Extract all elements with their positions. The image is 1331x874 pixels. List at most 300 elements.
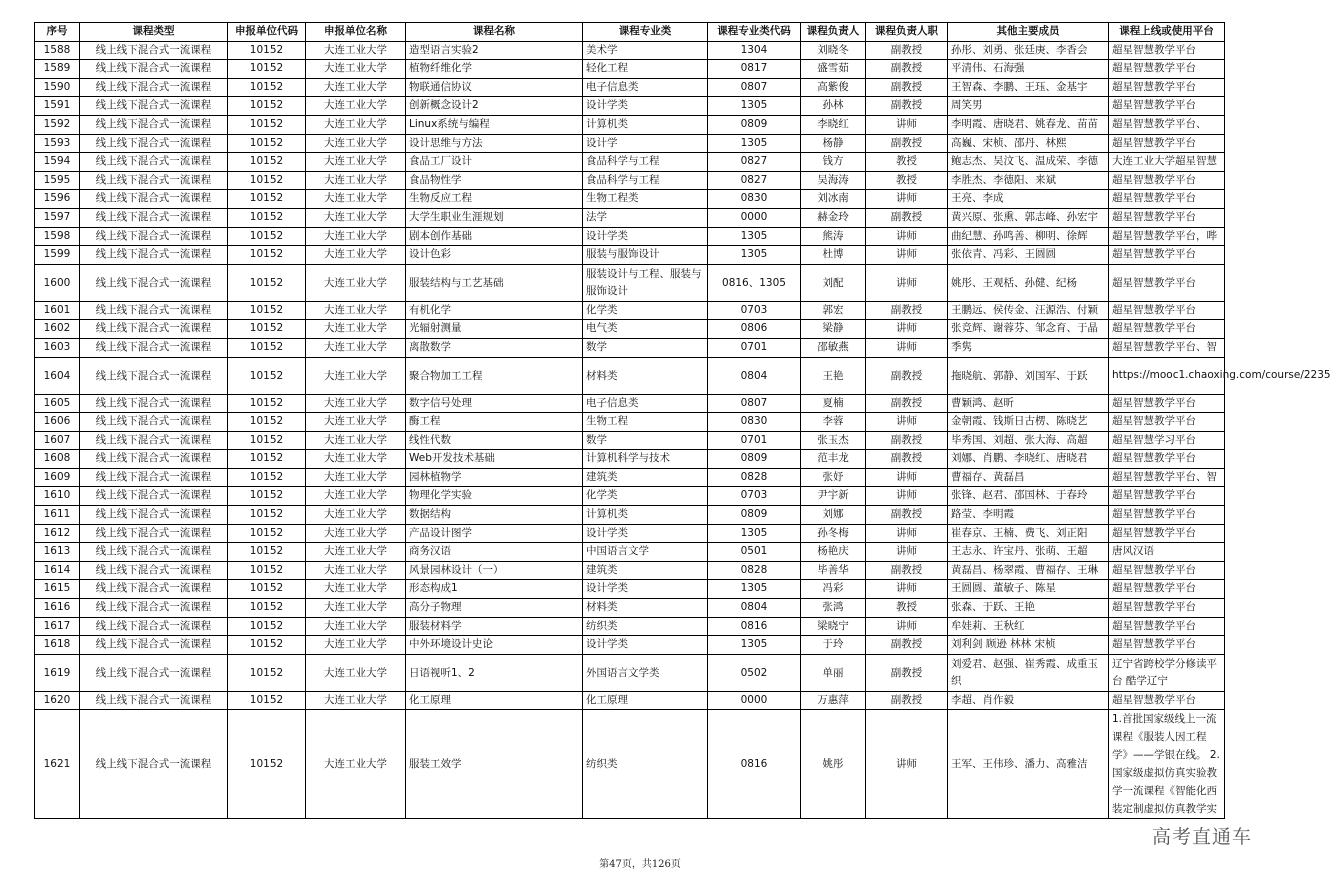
code-cell: 10152 <box>228 134 306 153</box>
table-row <box>35 543 1225 562</box>
type-cell: 线上线下混合式一流课程 <box>80 413 228 432</box>
leader-cell: 李蓉 <box>801 413 866 432</box>
members-cell: 毕秀国、刘超、张大海、高超 <box>948 431 1109 450</box>
type-cell: 线上线下混合式一流课程 <box>80 227 228 246</box>
platform-cell: 大连工业大学超星智慧 <box>1109 153 1225 172</box>
table-row <box>35 227 1225 246</box>
page-footer: 第47页，共126页 <box>599 859 681 870</box>
code-cell: 10152 <box>228 580 306 599</box>
major-code-cell: 0827 <box>708 171 801 190</box>
course-name-cell: 商务汉语 <box>406 543 583 562</box>
major-code-cell: 0827 <box>708 153 801 172</box>
seq-cell: 1588 <box>35 41 80 60</box>
leader-cell: 毕善华 <box>801 561 866 580</box>
major-code-cell: 0809 <box>708 450 801 469</box>
code-cell: 10152 <box>228 357 306 394</box>
type-cell: 线上线下混合式一流课程 <box>80 115 228 134</box>
table-row <box>35 654 1225 691</box>
seq-cell: 1596 <box>35 190 80 209</box>
course-name-cell: 离散数学 <box>406 338 583 357</box>
members-cell: 李明霞、唐晓君、姚春龙、苗苗 <box>948 115 1109 134</box>
seq-cell: 1620 <box>35 691 80 710</box>
table-row <box>35 153 1225 172</box>
course-name-cell: 生物反应工程 <box>406 190 583 209</box>
leader-cell: 张玉杰 <box>801 431 866 450</box>
platform-cell: 超星智慧教学平台 <box>1109 487 1225 506</box>
school-cell: 大连工业大学 <box>306 599 406 618</box>
platform-cell: 超星智慧教学平台、 <box>1109 115 1225 134</box>
school-cell: 大连工业大学 <box>306 190 406 209</box>
type-cell: 线上线下混合式一流课程 <box>80 171 228 190</box>
table-row <box>35 506 1225 525</box>
title-cell: 副教授 <box>866 691 948 710</box>
members-cell: 张锋、赵君、邵国林、于春玲 <box>948 487 1109 506</box>
code-cell: 10152 <box>228 394 306 413</box>
leader-cell: 高紫俊 <box>801 78 866 97</box>
major-code-cell: 1305 <box>708 636 801 655</box>
course-name-cell: 园林植物学 <box>406 468 583 487</box>
leader-cell: 吴海涛 <box>801 171 866 190</box>
course-name-cell: 服装结构与工艺基础 <box>406 264 583 301</box>
seq-cell: 1619 <box>35 654 80 691</box>
major-cell: 计算机科学与技术 <box>583 450 708 469</box>
course-name-cell: 数字信号处理 <box>406 394 583 413</box>
platform-cell: 超星智慧教学平台 <box>1109 691 1225 710</box>
code-cell: 10152 <box>228 41 306 60</box>
code-cell: 10152 <box>228 78 306 97</box>
major-code-cell: 0807 <box>708 394 801 413</box>
type-cell: 线上线下混合式一流课程 <box>80 394 228 413</box>
table-row <box>35 636 1225 655</box>
table-row <box>35 97 1225 116</box>
members-cell: 孙彤、刘勇、张廷庚、李香会 <box>948 41 1109 60</box>
members-cell: 刘利剑 顾逊 林林 宋桢 <box>948 636 1109 655</box>
major-code-cell: 0502 <box>708 654 801 691</box>
course-name-cell: 创新概念设计2 <box>406 97 583 116</box>
platform-cell: 超星智慧教学平台 <box>1109 561 1225 580</box>
major-code-cell: 0816 <box>708 710 801 819</box>
leader-cell: 张鸿 <box>801 599 866 618</box>
course-name-cell: 化工原理 <box>406 691 583 710</box>
major-code-cell: 0830 <box>708 190 801 209</box>
platform-cell: 超星智慧教学平台，哔 <box>1109 227 1225 246</box>
seq-cell: 1597 <box>35 208 80 227</box>
members-cell: 王鹏远、侯传金、汪源浩、付颖 <box>948 301 1109 320</box>
major-cell: 材料类 <box>583 599 708 618</box>
school-cell: 大连工业大学 <box>306 580 406 599</box>
leader-cell: 刘娜 <box>801 506 866 525</box>
school-cell: 大连工业大学 <box>306 264 406 301</box>
column-header: 其他主要成员 <box>948 23 1109 42</box>
platform-cell: 超星智慧教学平台 <box>1109 78 1225 97</box>
members-cell: 曹颖鸿、赵昕 <box>948 394 1109 413</box>
type-cell: 线上线下混合式一流课程 <box>80 617 228 636</box>
platform-cell: 超星智慧教学平台 <box>1109 506 1225 525</box>
code-cell: 10152 <box>228 171 306 190</box>
major-cell: 食品科学与工程 <box>583 153 708 172</box>
code-cell: 10152 <box>228 506 306 525</box>
seq-cell: 1601 <box>35 301 80 320</box>
table-row <box>35 599 1225 618</box>
major-cell: 法学 <box>583 208 708 227</box>
type-cell: 线上线下混合式一流课程 <box>80 97 228 116</box>
leader-cell: 杨静 <box>801 134 866 153</box>
school-cell: 大连工业大学 <box>306 468 406 487</box>
members-cell: 拖晓航、郭静、刘国军、于跃 <box>948 357 1109 394</box>
leader-cell: 郭宏 <box>801 301 866 320</box>
platform-cell: 超星智慧教学平台、智 <box>1109 338 1225 357</box>
column-header: 课程类型 <box>80 23 228 42</box>
course-name-cell: 设计思维与方法 <box>406 134 583 153</box>
title-cell: 副教授 <box>866 134 948 153</box>
code-cell: 10152 <box>228 153 306 172</box>
platform-cell: 超星智慧教学平台 <box>1109 60 1225 79</box>
course-name-cell: 植物纤维化学 <box>406 60 583 79</box>
title-cell: 讲师 <box>866 617 948 636</box>
title-cell: 讲师 <box>866 524 948 543</box>
table-row <box>35 357 1225 394</box>
title-cell: 讲师 <box>866 320 948 339</box>
leader-cell: 张妤 <box>801 468 866 487</box>
major-cell: 纺织类 <box>583 617 708 636</box>
school-cell: 大连工业大学 <box>306 543 406 562</box>
platform-cell: 超星智慧学习平台 <box>1109 431 1225 450</box>
major-code-cell: 0804 <box>708 599 801 618</box>
leader-cell: 刘冰南 <box>801 190 866 209</box>
major-cell: 设计学类 <box>583 227 708 246</box>
members-cell: 鲍志杰、吴汶飞、温成荣、李德 <box>948 153 1109 172</box>
column-header: 课程上线或使用平台 <box>1109 23 1225 42</box>
leader-cell: 杨艳庆 <box>801 543 866 562</box>
leader-cell: 赫金玲 <box>801 208 866 227</box>
major-code-cell: 1305 <box>708 97 801 116</box>
title-cell: 副教授 <box>866 301 948 320</box>
table-row <box>35 431 1225 450</box>
code-cell: 10152 <box>228 190 306 209</box>
school-cell: 大连工业大学 <box>306 134 406 153</box>
code-cell: 10152 <box>228 617 306 636</box>
type-cell: 线上线下混合式一流课程 <box>80 78 228 97</box>
school-cell: 大连工业大学 <box>306 246 406 265</box>
title-cell: 副教授 <box>866 208 948 227</box>
column-header: 课程名称 <box>406 23 583 42</box>
title-cell: 副教授 <box>866 431 948 450</box>
leader-cell: 冯彩 <box>801 580 866 599</box>
members-cell: 刘爱君、赵强、崔秀霞、成重玉织 <box>948 654 1109 691</box>
leader-cell: 王艳 <box>801 357 866 394</box>
table-row <box>35 561 1225 580</box>
school-cell: 大连工业大学 <box>306 524 406 543</box>
type-cell: 线上线下混合式一流课程 <box>80 543 228 562</box>
table-row <box>35 338 1225 357</box>
members-cell: 张依青、冯彩、王圆圆 <box>948 246 1109 265</box>
major-cell: 设计学类 <box>583 97 708 116</box>
platform-cell: 超星智慧教学平台 <box>1109 301 1225 320</box>
type-cell: 线上线下混合式一流课程 <box>80 710 228 819</box>
title-cell: 讲师 <box>866 246 948 265</box>
platform-cell: 超星智慧教学平台 <box>1109 97 1225 116</box>
table-row <box>35 264 1225 301</box>
major-cell: 美术学 <box>583 41 708 60</box>
platform-cell: 超星智慧教学平台 <box>1109 394 1225 413</box>
platform-cell: 超星智慧教学平台 <box>1109 580 1225 599</box>
table-row <box>35 450 1225 469</box>
school-cell: 大连工业大学 <box>306 487 406 506</box>
platform-cell: 唐风汉语 <box>1109 543 1225 562</box>
table-row <box>35 115 1225 134</box>
title-cell: 讲师 <box>866 580 948 599</box>
major-code-cell: 1305 <box>708 580 801 599</box>
seq-cell: 1592 <box>35 115 80 134</box>
course-name-cell: Linux系统与编程 <box>406 115 583 134</box>
title-cell: 副教授 <box>866 60 948 79</box>
column-header: 序号 <box>35 23 80 42</box>
school-cell: 大连工业大学 <box>306 431 406 450</box>
members-cell: 曲纪慧、孙鸣善、柳明、徐辉 <box>948 227 1109 246</box>
major-code-cell: 0828 <box>708 561 801 580</box>
type-cell: 线上线下混合式一流课程 <box>80 208 228 227</box>
code-cell: 10152 <box>228 691 306 710</box>
type-cell: 线上线下混合式一流课程 <box>80 691 228 710</box>
title-cell: 副教授 <box>866 394 948 413</box>
major-cell: 建筑类 <box>583 561 708 580</box>
platform-cell: 超星智慧教学平台 <box>1109 636 1225 655</box>
platform-cell: 超星智慧教学平台、智 <box>1109 468 1225 487</box>
major-cell: 化学类 <box>583 487 708 506</box>
table-row <box>35 691 1225 710</box>
watermark: 高考直通车 <box>1151 826 1252 848</box>
type-cell: 线上线下混合式一流课程 <box>80 468 228 487</box>
members-cell: 牟娃莉、王秋红 <box>948 617 1109 636</box>
seq-cell: 1600 <box>35 264 80 301</box>
type-cell: 线上线下混合式一流课程 <box>80 506 228 525</box>
course-name-cell: 酶工程 <box>406 413 583 432</box>
type-cell: 线上线下混合式一流课程 <box>80 450 228 469</box>
course-name-cell: 造型语言实验2 <box>406 41 583 60</box>
school-cell: 大连工业大学 <box>306 394 406 413</box>
major-code-cell: 0817 <box>708 60 801 79</box>
platform-cell: 超星智慧教学平台 <box>1109 134 1225 153</box>
code-cell: 10152 <box>228 338 306 357</box>
leader-cell: 尹宇新 <box>801 487 866 506</box>
major-cell: 数学 <box>583 338 708 357</box>
major-code-cell: 0703 <box>708 301 801 320</box>
code-cell: 10152 <box>228 208 306 227</box>
major-code-cell: 0809 <box>708 115 801 134</box>
type-cell: 线上线下混合式一流课程 <box>80 153 228 172</box>
seq-cell: 1595 <box>35 171 80 190</box>
major-code-cell: 0703 <box>708 487 801 506</box>
leader-cell: 夏楠 <box>801 394 866 413</box>
leader-cell: 孙林 <box>801 97 866 116</box>
type-cell: 线上线下混合式一流课程 <box>80 134 228 153</box>
column-header: 课程负责人职 <box>866 23 948 42</box>
title-cell: 讲师 <box>866 115 948 134</box>
major-cell: 化学类 <box>583 301 708 320</box>
members-cell: 黄兴原、张熏、郭志峰、孙宏宇 <box>948 208 1109 227</box>
leader-cell: 杜博 <box>801 246 866 265</box>
leader-cell: 盛雪茹 <box>801 60 866 79</box>
course-name-cell: 设计色彩 <box>406 246 583 265</box>
table-row <box>35 487 1225 506</box>
school-cell: 大连工业大学 <box>306 654 406 691</box>
table-row <box>35 246 1225 265</box>
school-cell: 大连工业大学 <box>306 320 406 339</box>
members-cell: 王智森、李鹏、王珏、金基宇 <box>948 78 1109 97</box>
type-cell: 线上线下混合式一流课程 <box>80 320 228 339</box>
major-cell: 电子信息类 <box>583 78 708 97</box>
code-cell: 10152 <box>228 543 306 562</box>
code-cell: 10152 <box>228 97 306 116</box>
title-cell: 讲师 <box>866 190 948 209</box>
code-cell: 10152 <box>228 301 306 320</box>
title-cell: 副教授 <box>866 654 948 691</box>
members-cell: 高巍、宋桢、邵丹、林熙 <box>948 134 1109 153</box>
seq-cell: 1594 <box>35 153 80 172</box>
seq-cell: 1604 <box>35 357 80 394</box>
major-code-cell: 1305 <box>708 134 801 153</box>
major-cell: 设计学类 <box>583 524 708 543</box>
school-cell: 大连工业大学 <box>306 357 406 394</box>
platform-cell: 超星智慧教学平台 <box>1109 599 1225 618</box>
platform-cell: 超星智慧教学平台 <box>1109 190 1225 209</box>
table-row <box>35 78 1225 97</box>
type-cell: 线上线下混合式一流课程 <box>80 654 228 691</box>
platform-cell: 超星智慧教学平台 <box>1109 208 1225 227</box>
major-code-cell: 0701 <box>708 431 801 450</box>
type-cell: 线上线下混合式一流课程 <box>80 338 228 357</box>
title-cell: 教授 <box>866 153 948 172</box>
leader-cell: 钱方 <box>801 153 866 172</box>
code-cell: 10152 <box>228 320 306 339</box>
major-code-cell: 0804 <box>708 357 801 394</box>
major-cell: 化工原理 <box>583 691 708 710</box>
code-cell: 10152 <box>228 636 306 655</box>
major-cell: 计算机类 <box>583 506 708 525</box>
school-cell: 大连工业大学 <box>306 413 406 432</box>
school-cell: 大连工业大学 <box>306 561 406 580</box>
members-cell: 黄磊昌、杨翠霞、曹福存、王琳 <box>948 561 1109 580</box>
table-row <box>35 301 1225 320</box>
members-cell: 周笑男 <box>948 97 1109 116</box>
title-cell: 讲师 <box>866 468 948 487</box>
major-cell: 外国语言文学类 <box>583 654 708 691</box>
major-code-cell: 0816、1305 <box>708 264 801 301</box>
school-cell: 大连工业大学 <box>306 691 406 710</box>
school-cell: 大连工业大学 <box>306 338 406 357</box>
seq-cell: 1615 <box>35 580 80 599</box>
table-row <box>35 190 1225 209</box>
title-cell: 副教授 <box>866 97 948 116</box>
leader-cell: 刘晓冬 <box>801 41 866 60</box>
major-cell: 纺织类 <box>583 710 708 819</box>
seq-cell: 1590 <box>35 78 80 97</box>
column-header: 申报单位代码 <box>228 23 306 42</box>
leader-cell: 孙冬梅 <box>801 524 866 543</box>
table-row <box>35 171 1225 190</box>
major-cell: 服装与服饰设计 <box>583 246 708 265</box>
seq-cell: 1589 <box>35 60 80 79</box>
course-name-cell: 产品设计图学 <box>406 524 583 543</box>
title-cell: 讲师 <box>866 710 948 819</box>
school-cell: 大连工业大学 <box>306 97 406 116</box>
members-cell: 王志永、许宝丹、张萌、王超 <box>948 543 1109 562</box>
school-cell: 大连工业大学 <box>306 171 406 190</box>
platform-cell: 超星智慧教学平台 <box>1109 413 1225 432</box>
table-row <box>35 710 1225 819</box>
major-cell: 中国语言文学 <box>583 543 708 562</box>
members-cell: 路莹、李明霞 <box>948 506 1109 525</box>
seq-cell: 1621 <box>35 710 80 819</box>
major-cell: 电气类 <box>583 320 708 339</box>
major-cell: 设计学类 <box>583 580 708 599</box>
seq-cell: 1609 <box>35 468 80 487</box>
members-cell: 张竞辉、谢蓉芬、邹念育、于晶 <box>948 320 1109 339</box>
title-cell: 讲师 <box>866 338 948 357</box>
code-cell: 10152 <box>228 413 306 432</box>
course-name-cell: 高分子物理 <box>406 599 583 618</box>
major-cell: 生物工程 <box>583 413 708 432</box>
leader-cell: 梁晓宁 <box>801 617 866 636</box>
code-cell: 10152 <box>228 487 306 506</box>
major-code-cell: 0828 <box>708 468 801 487</box>
seq-cell: 1605 <box>35 394 80 413</box>
major-cell: 数学 <box>583 431 708 450</box>
major-code-cell: 1305 <box>708 227 801 246</box>
code-cell: 10152 <box>228 524 306 543</box>
course-name-cell: 食品物性学 <box>406 171 583 190</box>
platform-cell: 超星智慧教学平台 <box>1109 450 1225 469</box>
table-header-row <box>35 23 1225 42</box>
leader-cell: 姚彤 <box>801 710 866 819</box>
members-cell: 张森、于跃、王艳 <box>948 599 1109 618</box>
table-body <box>35 41 1331 819</box>
leader-cell: 熊涛 <box>801 227 866 246</box>
leader-cell: 李晓红 <box>801 115 866 134</box>
course-name-cell: 大学生职业生涯规划 <box>406 208 583 227</box>
column-header: 申报单位名称 <box>306 23 406 42</box>
table-row <box>35 617 1225 636</box>
seq-cell: 1593 <box>35 134 80 153</box>
school-cell: 大连工业大学 <box>306 710 406 819</box>
seq-cell: 1612 <box>35 524 80 543</box>
members-cell: 王圆圆、董敏子、陈星 <box>948 580 1109 599</box>
seq-cell: 1608 <box>35 450 80 469</box>
type-cell: 线上线下混合式一流课程 <box>80 264 228 301</box>
title-cell: 教授 <box>866 171 948 190</box>
seq-cell: 1603 <box>35 338 80 357</box>
leader-cell: 刘配 <box>801 264 866 301</box>
members-cell: 平清伟、石海强 <box>948 60 1109 79</box>
code-cell: 10152 <box>228 246 306 265</box>
school-cell: 大连工业大学 <box>306 78 406 97</box>
seq-cell: 1618 <box>35 636 80 655</box>
major-code-cell: 0816 <box>708 617 801 636</box>
major-code-cell: 1305 <box>708 524 801 543</box>
seq-cell: 1599 <box>35 246 80 265</box>
title-cell: 副教授 <box>866 78 948 97</box>
table-row <box>35 208 1225 227</box>
title-cell: 讲师 <box>866 227 948 246</box>
course-table <box>34 22 1331 819</box>
platform-cell: 超星智慧教学平台 <box>1109 264 1225 301</box>
code-cell: 10152 <box>228 264 306 301</box>
major-code-cell: 1304 <box>708 41 801 60</box>
table-row <box>35 60 1225 79</box>
title-cell: 副教授 <box>866 41 948 60</box>
major-cell: 电子信息类 <box>583 394 708 413</box>
school-cell: 大连工业大学 <box>306 115 406 134</box>
